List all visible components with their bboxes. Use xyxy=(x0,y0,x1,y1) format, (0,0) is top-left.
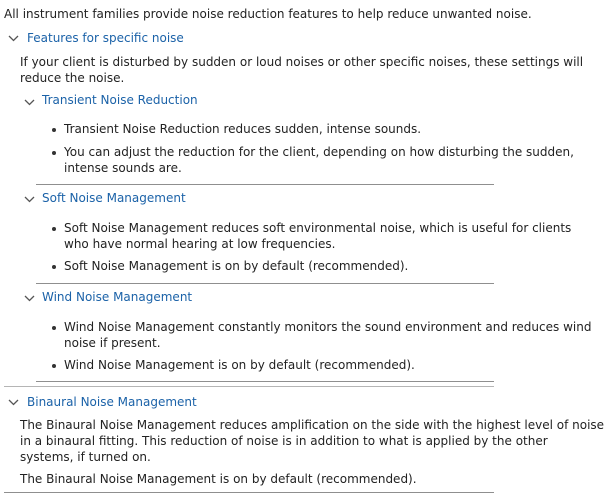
chevron-down-icon[interactable] xyxy=(8,34,19,43)
intro-text: All instrument families provide noise reduction features to help reduce unwanted noise. xyxy=(4,7,532,21)
binaural-description-line-2: in a binaural fitting. This reduction of noise is in addition to what is applied by the other xyxy=(20,434,548,448)
bullet-dot xyxy=(52,364,56,368)
binaural-default-note: The Binaural Noise Management is on by default (recommended). xyxy=(20,472,417,486)
divider xyxy=(36,381,494,382)
bullet-dot xyxy=(52,151,56,155)
divider xyxy=(4,386,494,387)
bullet-dot xyxy=(52,326,56,330)
bullet-dot xyxy=(52,265,56,269)
subsection-soft-toggle[interactable]: Soft Noise Management xyxy=(42,191,186,205)
chevron-down-icon[interactable] xyxy=(24,195,35,204)
subsection-wind-toggle[interactable]: Wind Noise Management xyxy=(42,290,193,304)
features-description-line-2: reduce the noise. xyxy=(20,71,125,85)
transient-bullet-2-line-1: You can adjust the reduction for the client, depending on how disturbing the sudden, xyxy=(64,145,574,159)
binaural-description-line-3: systems, if turned on. xyxy=(20,450,151,464)
chevron-down-icon[interactable] xyxy=(24,98,35,107)
divider xyxy=(36,184,494,185)
transient-bullet-2-line-2: intense sounds are. xyxy=(64,161,182,175)
features-description-line-1: If your client is disturbed by sudden or loud noises or other specific noises, these settings will xyxy=(20,55,584,69)
bullet-dot xyxy=(52,128,56,132)
binaural-description-line-1: The Binaural Noise Management reduces amplification on the side with the highest level of noise xyxy=(20,418,604,432)
divider xyxy=(4,492,494,493)
wind-bullet-2: Wind Noise Management is on by default (recommended). xyxy=(64,358,415,372)
section-features-toggle[interactable]: Features for specific noise xyxy=(27,31,184,45)
soft-bullet-1-line-1: Soft Noise Management reduces soft environmental noise, which is useful for clients xyxy=(64,221,572,235)
bullet-dot xyxy=(52,227,56,231)
transient-bullet-1: Transient Noise Reduction reduces sudden, intense sounds. xyxy=(64,122,422,136)
soft-bullet-1-line-2: who have normal hearing at low frequencies. xyxy=(64,237,336,251)
chevron-down-icon[interactable] xyxy=(8,398,19,407)
wind-bullet-1-line-1: Wind Noise Management constantly monitors the sound environment and reduces wind xyxy=(64,320,592,334)
wind-bullet-1-line-2: noise if present. xyxy=(64,336,161,350)
subsection-transient-toggle[interactable]: Transient Noise Reduction xyxy=(42,93,198,107)
section-binaural-toggle[interactable]: Binaural Noise Management xyxy=(27,395,197,409)
divider xyxy=(36,283,494,284)
chevron-down-icon[interactable] xyxy=(24,294,35,303)
soft-bullet-2: Soft Noise Management is on by default (recommended). xyxy=(64,259,409,273)
